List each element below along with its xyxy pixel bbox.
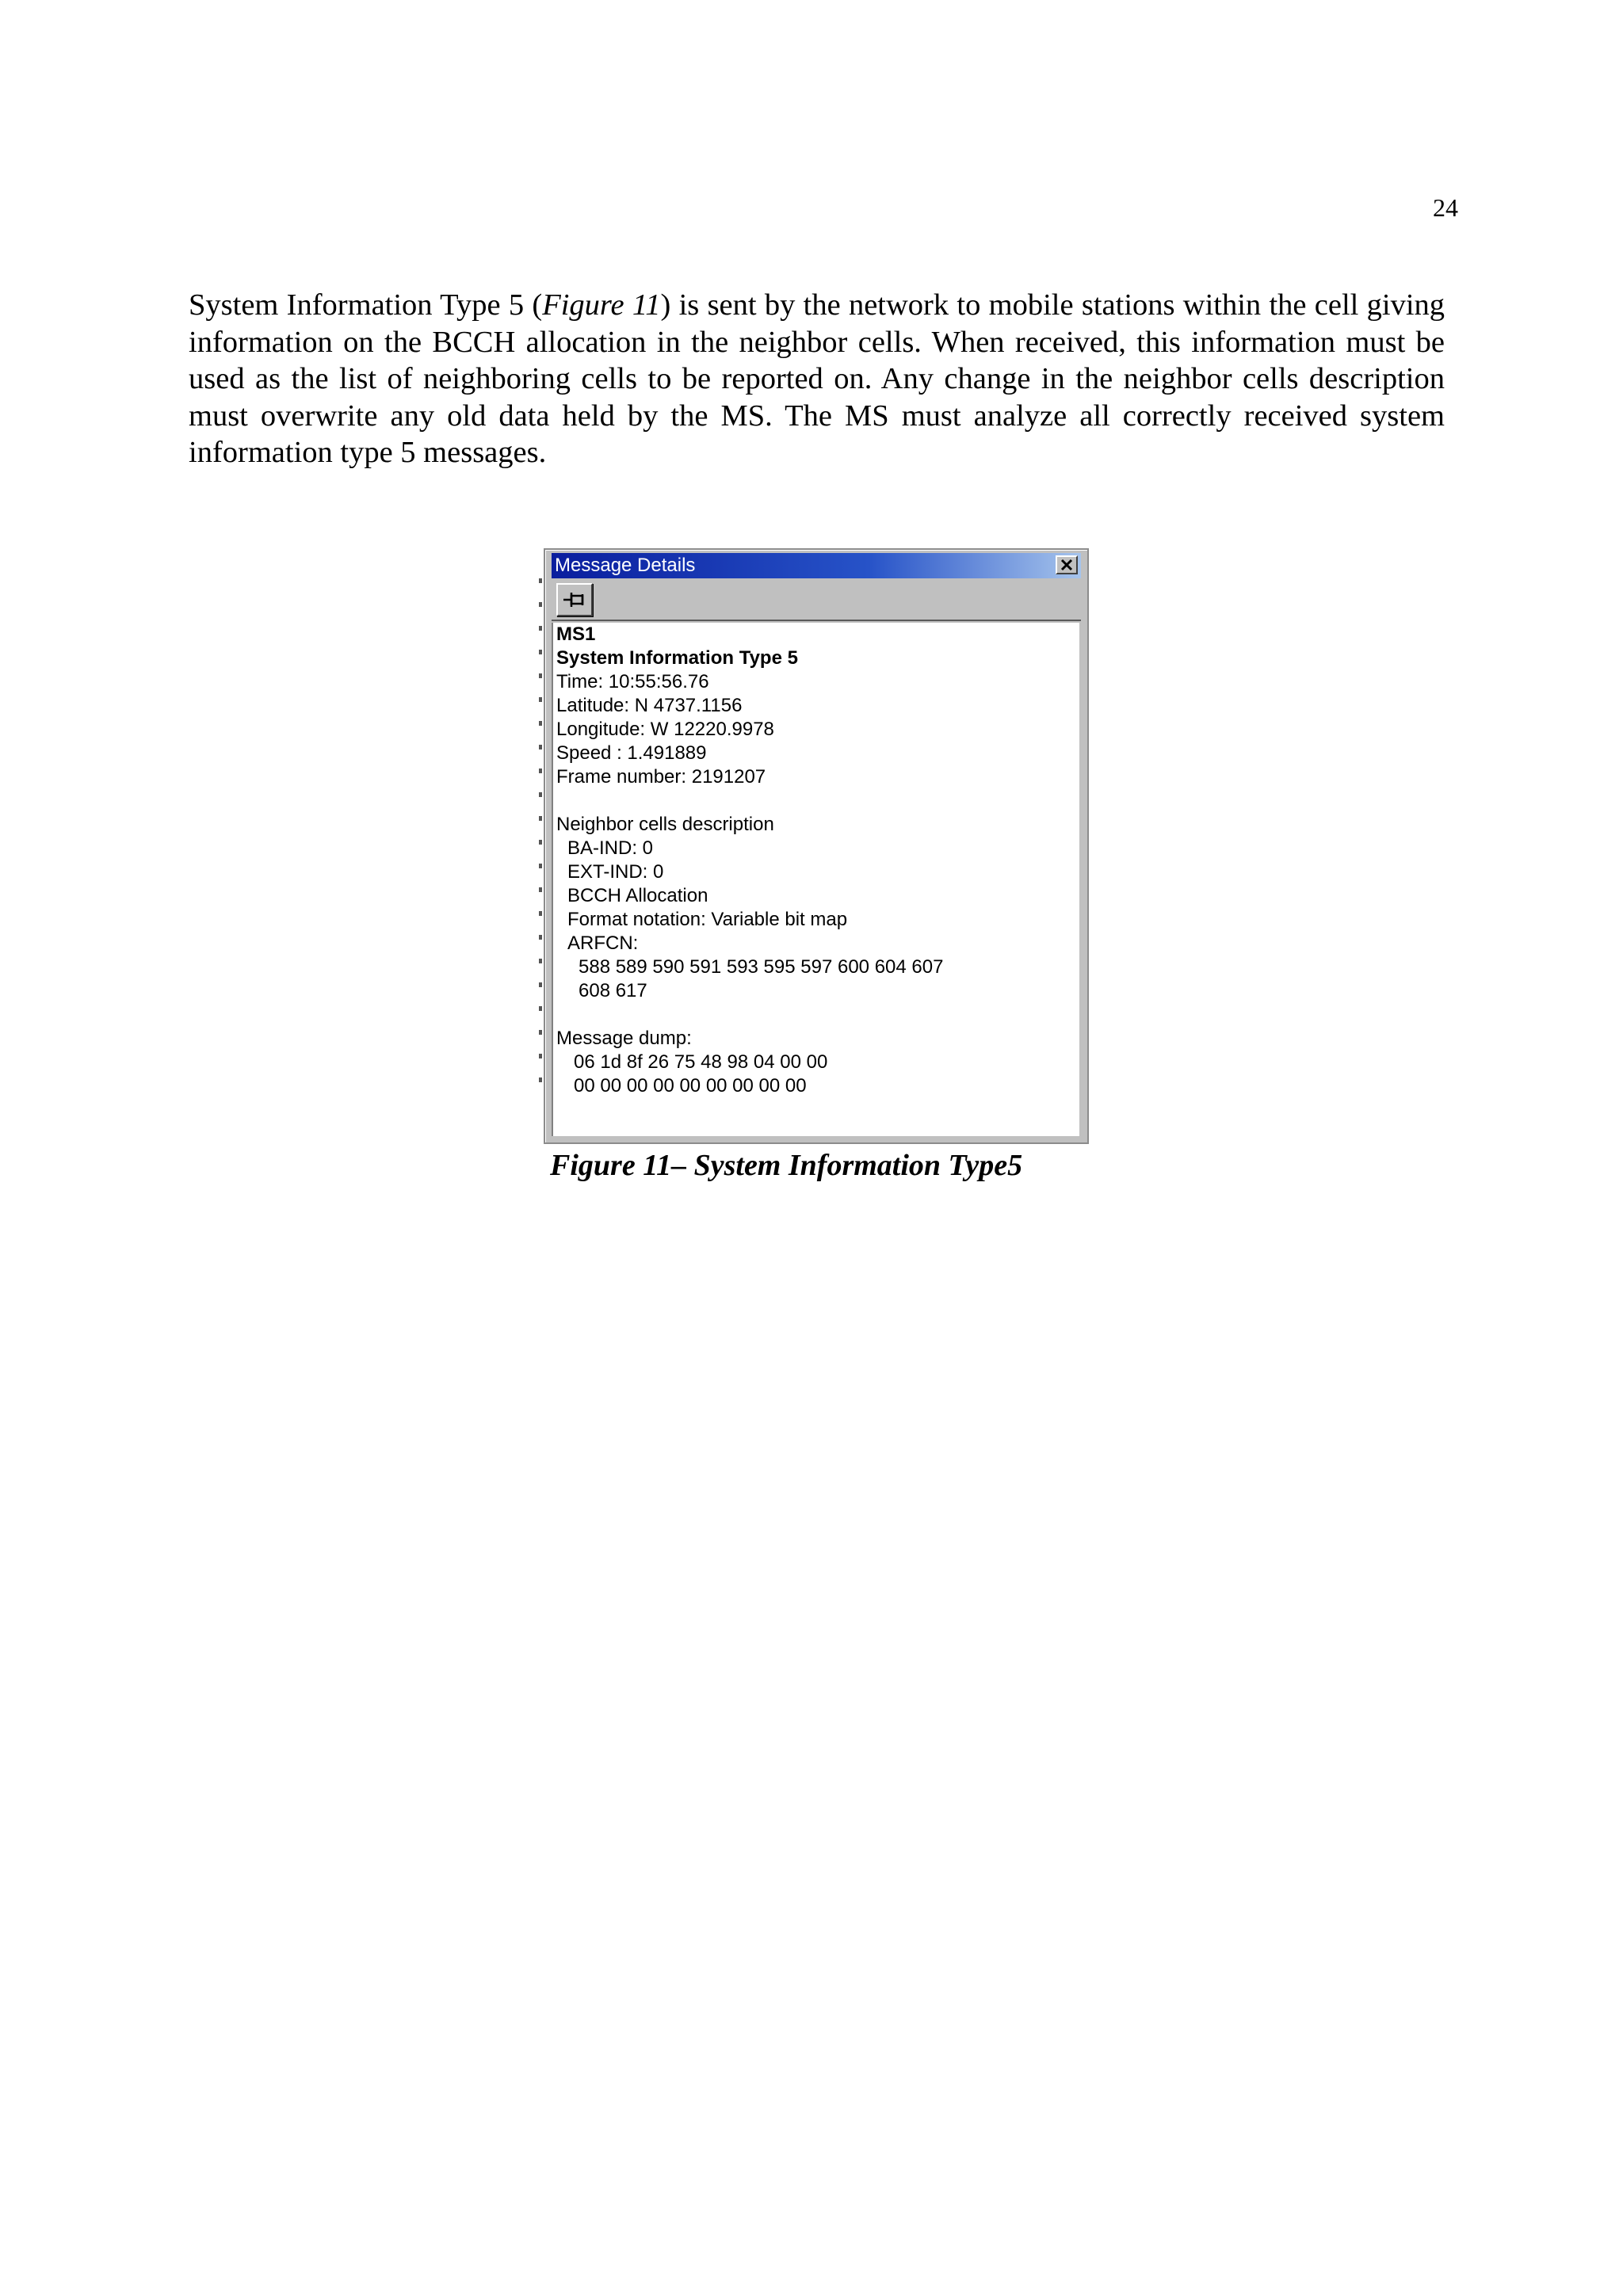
window-title: Message Details [555, 555, 696, 576]
paragraph-text-end: ) is sent by the network to mobile stations within the cell giving information on the BCCH allocation in the neighbor cells. When received, this information must be used as the list of neighboring cells to be reported on. Any change in the neighbor cells description must overwrite any old data held by the MS. The MS must analyze all correctly received system information type 5 messages. [189, 288, 1445, 469]
ext-ind-line: EXT-IND: 0 [567, 861, 664, 883]
latitude-line: Latitude: N 4737.1156 [556, 695, 743, 716]
time-line: Time: 10:55:56.76 [556, 671, 709, 692]
longitude-line: Longitude: W 12220.9978 [556, 719, 774, 740]
speed-line: Speed : 1.491889 [556, 742, 707, 764]
close-button[interactable] [1056, 555, 1078, 574]
arfcn-label: ARFCN: [567, 933, 639, 954]
pin-icon [562, 589, 587, 611]
close-icon [1057, 557, 1076, 573]
blank-line [556, 789, 1079, 813]
figure-reference: Figure 11 [542, 288, 661, 322]
ba-ind-line: BA-IND: 0 [567, 837, 654, 859]
message-content [552, 623, 1079, 1136]
bcch-allocation-line: BCCH Allocation [567, 885, 708, 906]
window-titlebar[interactable] [552, 553, 1081, 578]
neighbor-cells-header: Neighbor cells description [556, 814, 774, 835]
format-notation-line: Format notation: Variable bit map [567, 909, 848, 930]
frame-number-line: Frame number: 2191207 [556, 766, 766, 788]
pin-button[interactable] [556, 583, 593, 616]
arfcn-values-line-1: 588 589 590 591 593 595 597 600 604 607 [579, 956, 944, 978]
message-dump-line-2: 00 00 00 00 00 00 00 00 00 [574, 1075, 807, 1097]
figure-caption: Figure 11– System Information Type5 [550, 1149, 1023, 1182]
ms-label: MS1 [556, 624, 596, 645]
arfcn-values-line-2: 608 617 [579, 980, 647, 1001]
body-paragraph [189, 287, 1445, 471]
window-left-rail [539, 578, 542, 1085]
message-type: System Information Type 5 [556, 647, 798, 669]
window-toolbar [552, 580, 1081, 621]
message-dump-line-1: 06 1d 8f 26 75 48 98 04 00 00 [574, 1051, 828, 1073]
paragraph-text-start: System Information Type 5 ( [189, 288, 543, 322]
message-dump-label: Message dump: [556, 1028, 692, 1049]
blank-line [556, 1003, 1079, 1027]
page-number: 24 [1433, 193, 1458, 222]
message-details-window [544, 548, 1089, 1144]
